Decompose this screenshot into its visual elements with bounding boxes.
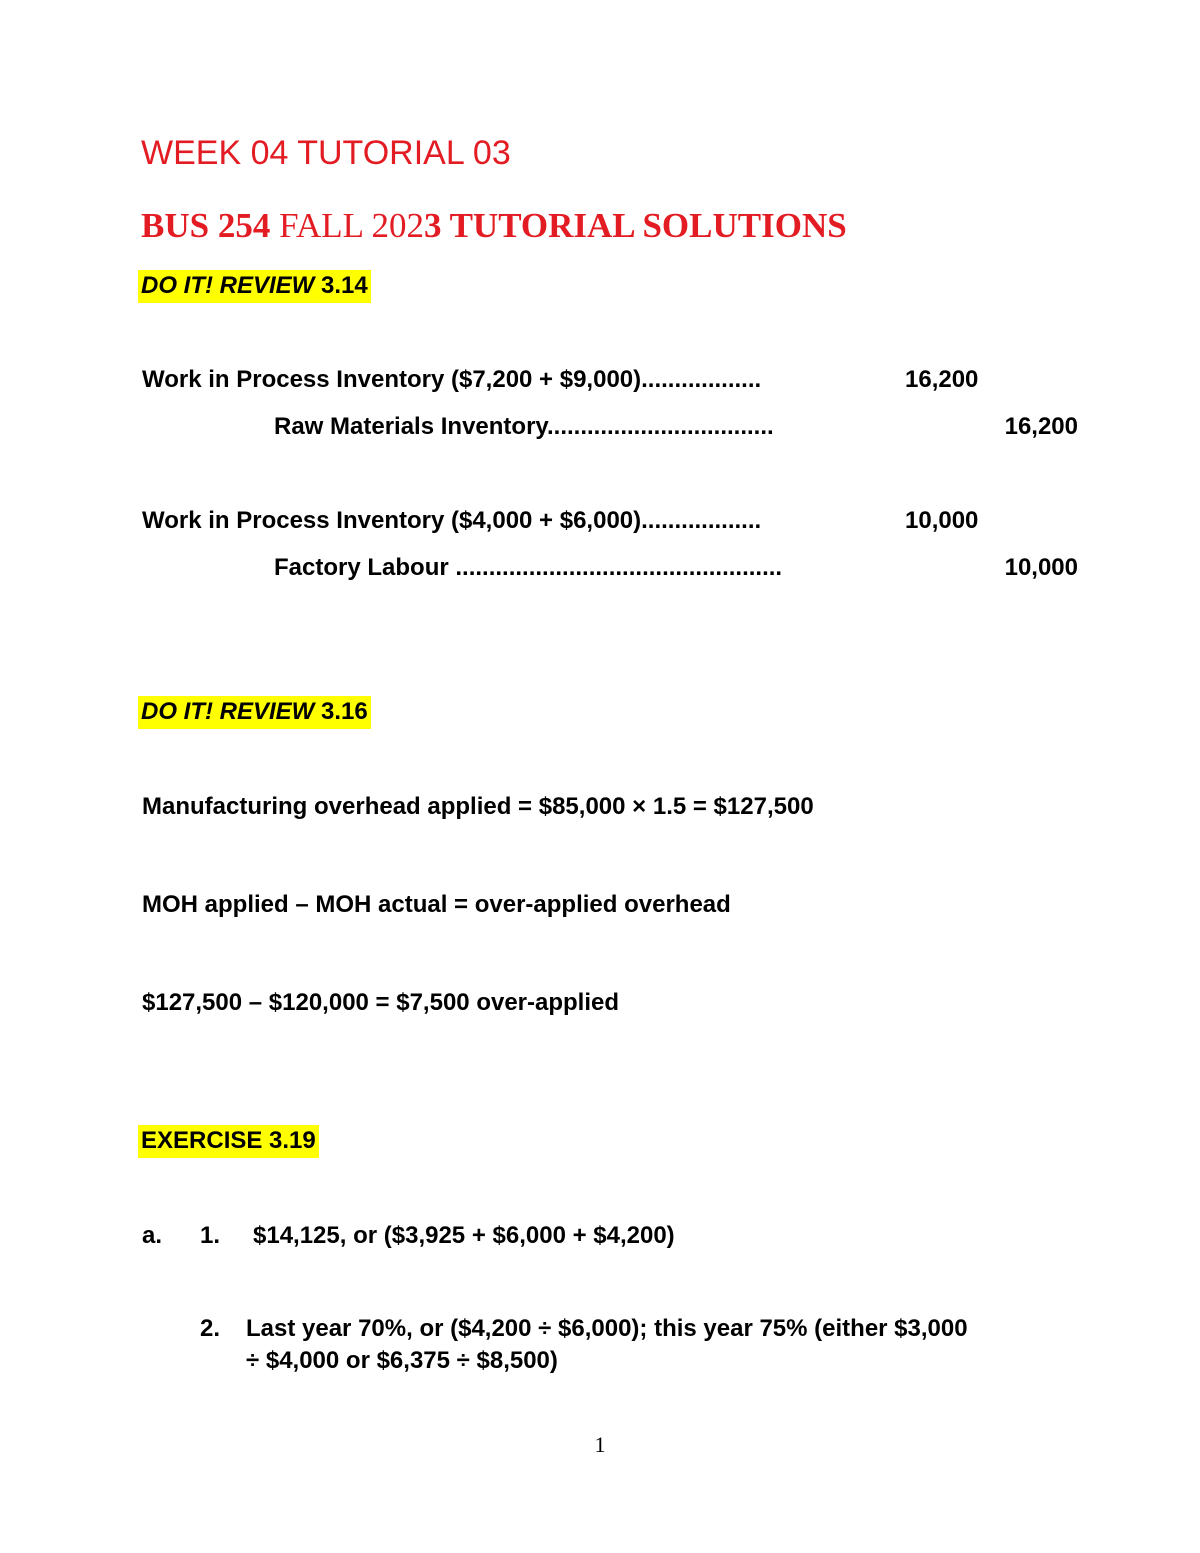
calculation-line: $127,500 – $120,000 = $7,500 over-applied [142,989,620,1016]
course-code: BUS 254 [141,206,271,245]
journal-debit-amount: 16,200 [905,366,979,393]
item-number: 2. [200,1315,221,1342]
section-heading-number: 3.16 [314,698,368,725]
page-number: 1 [594,1432,606,1457]
journal-credit-account: Factory Labour ................................................. [274,554,783,581]
section-heading-italic: DO IT! REVIEW [141,698,315,725]
course-subtitle: 3 TUTORIAL SOLUTIONS [423,206,847,245]
journal-credit-amount: 16,200 [1004,413,1078,440]
item-text: $14,125, or ($3,925 + $6,000 + $4,200) [253,1222,675,1249]
item-text-continued: ÷ $4,000 or $6,375 ÷ $8,500) [246,1347,558,1374]
section-heading-italic: DO IT! REVIEW [141,272,315,299]
calculation-line: Manufacturing overhead applied = $85,000 × 1.5 = $127,500 [142,793,814,820]
section-heading-exercise-3-19 [138,1125,319,1158]
course-term: FALL 202 [270,206,424,245]
journal-debit-account: Work in Process Inventory ($4,000 + $6,000).................. [142,507,762,534]
section-heading-review-3-14 [138,270,371,303]
item-text: Last year 70%, or ($4,200 ÷ $6,000); this year 75% (either $3,000 [246,1315,968,1342]
section-heading-review-3-16 [138,696,371,729]
journal-credit-amount: 10,000 [1004,554,1078,581]
course-title [141,206,847,246]
item-number: 1. [200,1222,221,1249]
journal-debit-account: Work in Process Inventory ($7,200 + $9,000).................. [142,366,762,393]
part-letter: a. [142,1222,163,1249]
journal-debit-amount: 10,000 [905,507,979,534]
section-heading-label: EXERCISE 3.19 [141,1127,316,1154]
section-heading-number: 3.14 [314,272,368,299]
journal-credit-account: Raw Materials Inventory.................................. [274,413,774,440]
week-title: WEEK 04 TUTORIAL 03 [141,134,511,172]
calculation-line: MOH applied – MOH actual = over-applied overhead [142,891,731,918]
